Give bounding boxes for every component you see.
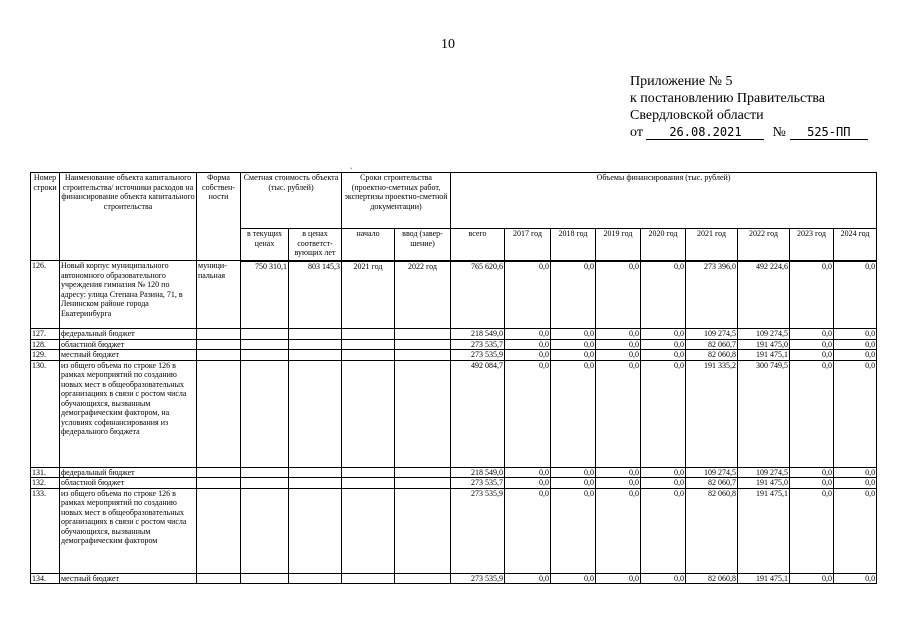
cell-cost-current [241,488,289,573]
cell-y2022: 300 749,5 [738,360,790,467]
cell-y2024: 0,0 [834,261,877,329]
header-ownership: Форма собствен-ности [197,173,241,261]
cell-y2023: 0,0 [790,350,834,361]
cell-cost-forecast [289,573,342,584]
cell-ownership [197,350,241,361]
cell-y2019: 0,0 [596,261,641,329]
header-year-2019: 2019 год [596,229,641,261]
cell-cost-current [241,478,289,489]
cell-y2019: 0,0 [596,488,641,573]
cell-y2021: 82 060,8 [686,573,738,584]
table-row [31,478,877,489]
cell-y2018: 0,0 [551,339,596,350]
cell-y2023: 0,0 [790,467,834,478]
header-cost: Сметная стоимость объекта (тыс. рублей) [241,173,342,229]
cell-no: 126. [31,261,60,329]
cell-y2020: 0,0 [641,261,686,329]
cell-start: 2021 год [342,261,395,329]
cell-total: 218 549,0 [451,329,505,340]
cell-finish [395,360,451,467]
appendix-date-line [630,124,868,141]
table-row [31,488,877,573]
cell-y2023: 0,0 [790,329,834,340]
cell-y2020: 0,0 [641,339,686,350]
cell-y2023: 0,0 [790,360,834,467]
cell-name: областной бюджет [60,339,197,350]
cell-ownership [197,467,241,478]
cell-cost-forecast [289,339,342,350]
cell-total: 273 535,7 [451,339,505,350]
cell-y2024: 0,0 [834,467,877,478]
cell-y2021: 273 396,0 [686,261,738,329]
cell-y2024: 0,0 [834,488,877,573]
cell-cost-current [241,339,289,350]
table-row [31,467,877,478]
cell-y2020: 0,0 [641,573,686,584]
cell-ownership [197,329,241,340]
cell-cost-current [241,350,289,361]
cell-y2023: 0,0 [790,478,834,489]
cell-y2018: 0,0 [551,478,596,489]
cell-total: 273 535,9 [451,350,505,361]
cell-y2022: 109 274,5 [738,467,790,478]
cell-y2020: 0,0 [641,478,686,489]
cell-finish [395,488,451,573]
cell-y2021: 109 274,5 [686,467,738,478]
appendix-line-2: к постановлению Правительства [630,91,826,106]
cell-total: 218 549,0 [451,467,505,478]
cell-y2018: 0,0 [551,360,596,467]
cell-y2017: 0,0 [505,261,551,329]
header-year-2023: 2023 год [790,229,834,261]
cell-y2021: 109 274,5 [686,329,738,340]
table-row [31,573,877,584]
cell-total: 492 084,7 [451,360,505,467]
cell-y2020: 0,0 [641,488,686,573]
header-cost-current: в текущих ценах [241,229,289,261]
header-finish: ввод (завер-шение) [395,229,451,261]
cell-y2020: 0,0 [641,360,686,467]
header-total: всего [451,229,505,261]
cell-finish [395,478,451,489]
cell-finish [395,573,451,584]
cell-y2021: 82 060,7 [686,339,738,350]
cell-cost-forecast [289,360,342,467]
appendix-header [630,73,868,141]
cell-name: из общего объема по строке 126 в рамках мероприятий по созданию новых мест в общеобразовательных организациях в связи с ростом числа обучающихся, вызванным демографическим фактором [60,488,197,573]
cell-start [342,360,395,467]
appendix-line-3: Свердловской области [630,108,764,123]
cell-y2021: 82 060,8 [686,488,738,573]
cell-y2017: 0,0 [505,573,551,584]
cell-y2018: 0,0 [551,573,596,584]
number-label: № [772,125,786,140]
table-row [31,261,877,329]
cell-cost-current [241,329,289,340]
cell-y2022: 191 475,1 [738,350,790,361]
from-label: от [630,125,643,140]
cell-ownership [197,478,241,489]
header-cost-forecast: в ценах соответст-вующих лет [289,229,342,261]
cell-y2019: 0,0 [596,478,641,489]
cell-y2017: 0,0 [505,360,551,467]
table-row [31,350,877,361]
cell-name: Новый корпус муниципального автономного образовательного учреждения гимназия № 120 по адресу: улица Степана Разина, 71, в Ленинском районе города Екатеринбурга [60,261,197,329]
cell-y2024: 0,0 [834,329,877,340]
cell-y2017: 0,0 [505,467,551,478]
cell-y2022: 191 475,0 [738,339,790,350]
cell-y2020: 0,0 [641,467,686,478]
cell-start [342,339,395,350]
header-year-2024: 2024 год [834,229,877,261]
cell-y2018: 0,0 [551,329,596,340]
cell-start [342,329,395,340]
cell-no: 134. [31,573,60,584]
cell-finish: 2022 год [395,261,451,329]
table-body [31,261,877,584]
cell-no: 127. [31,329,60,340]
appendix-title: Приложение № 5 [630,74,733,89]
cell-y2019: 0,0 [596,350,641,361]
cell-ownership [197,339,241,350]
cell-cost-forecast [289,329,342,340]
cell-y2017: 0,0 [505,478,551,489]
scan-mark: ˏ [350,160,353,169]
cell-cost-current [241,573,289,584]
cell-cost-forecast [289,488,342,573]
cell-no: 132. [31,478,60,489]
cell-ownership: муници-пальная [197,261,241,329]
cell-cost-forecast [289,467,342,478]
cell-cost-forecast: 803 145,3 [289,261,342,329]
header-year-2018: 2018 год [551,229,596,261]
cell-y2018: 0,0 [551,350,596,361]
cell-cost-forecast [289,350,342,361]
cell-y2022: 109 274,5 [738,329,790,340]
cell-ownership [197,573,241,584]
header-year-2017: 2017 год [505,229,551,261]
cell-y2023: 0,0 [790,261,834,329]
cell-y2018: 0,0 [551,261,596,329]
cell-no: 129. [31,350,60,361]
cell-y2022: 191 475,1 [738,573,790,584]
cell-total: 273 535,7 [451,478,505,489]
cell-total: 765 620,6 [451,261,505,329]
cell-y2017: 0,0 [505,329,551,340]
cell-y2024: 0,0 [834,360,877,467]
cell-no: 128. [31,339,60,350]
cell-ownership [197,360,241,467]
cell-start [342,488,395,573]
cell-no: 131. [31,467,60,478]
cell-y2017: 0,0 [505,488,551,573]
cell-name: федеральный бюджет [60,467,197,478]
cell-no: 133. [31,488,60,573]
cell-y2024: 0,0 [834,573,877,584]
cell-no: 130. [31,360,60,467]
cell-y2021: 82 060,7 [686,478,738,489]
cell-name: областной бюджет [60,478,197,489]
cell-cost-current [241,360,289,467]
cell-y2022: 191 475,0 [738,478,790,489]
cell-y2019: 0,0 [596,360,641,467]
cell-total: 273 535,9 [451,488,505,573]
cell-name: федеральный бюджет [60,329,197,340]
cell-y2018: 0,0 [551,467,596,478]
cell-start [342,573,395,584]
cell-y2019: 0,0 [596,329,641,340]
cell-y2023: 0,0 [790,339,834,350]
cell-y2021: 82 060,8 [686,350,738,361]
header-name: Наименование объекта капитального строительства/ источники расходов на финансирование объекта капитального строительства [60,173,197,261]
cell-y2021: 191 335,2 [686,360,738,467]
header-year-2022: 2022 год [738,229,790,261]
cell-y2023: 0,0 [790,573,834,584]
table-row [31,339,877,350]
cell-y2023: 0,0 [790,488,834,573]
financing-table [30,172,877,584]
cell-finish [395,467,451,478]
cell-y2024: 0,0 [834,339,877,350]
cell-y2018: 0,0 [551,488,596,573]
table-row [31,360,877,467]
cell-cost-current [241,467,289,478]
cell-start [342,478,395,489]
header-year-2021: 2021 год [686,229,738,261]
cell-y2019: 0,0 [596,467,641,478]
cell-y2024: 0,0 [834,350,877,361]
cell-y2019: 0,0 [596,339,641,350]
cell-y2020: 0,0 [641,329,686,340]
cell-name: из общего объема по строке 126 в рамках мероприятий по созданию новых мест в общеобразовательных организациях в связи с ростом числа обучающихся, вызванным демографическим фактором, на условиях софинансирования из федерального бюджета [60,360,197,467]
cell-y2017: 0,0 [505,339,551,350]
cell-name: местный бюджет [60,573,197,584]
page-number: 10 [441,37,455,52]
cell-ownership [197,488,241,573]
cell-y2022: 191 475,1 [738,488,790,573]
cell-y2024: 0,0 [834,478,877,489]
cell-finish [395,339,451,350]
cell-total: 273 535,9 [451,573,505,584]
cell-y2020: 0,0 [641,350,686,361]
cell-finish [395,350,451,361]
decree-number: 525-ПП [790,125,868,140]
cell-start [342,350,395,361]
cell-finish [395,329,451,340]
header-row-no: Номер строки [31,173,60,261]
cell-name: местный бюджет [60,350,197,361]
cell-cost-forecast [289,478,342,489]
table-row [31,329,877,340]
header-year-2020: 2020 год [641,229,686,261]
cell-y2017: 0,0 [505,350,551,361]
cell-cost-current: 750 310,1 [241,261,289,329]
cell-start [342,467,395,478]
header-terms: Сроки строительства (проектно-сметных работ, экспертизы проектно-сметной документации) [342,173,451,229]
header-start: начало [342,229,395,261]
decree-date: 26.08.2021 [646,125,764,140]
cell-y2022: 492 224,6 [738,261,790,329]
header-funding: Объемы финансирования (тыс. рублей) [451,173,877,229]
cell-y2019: 0,0 [596,573,641,584]
